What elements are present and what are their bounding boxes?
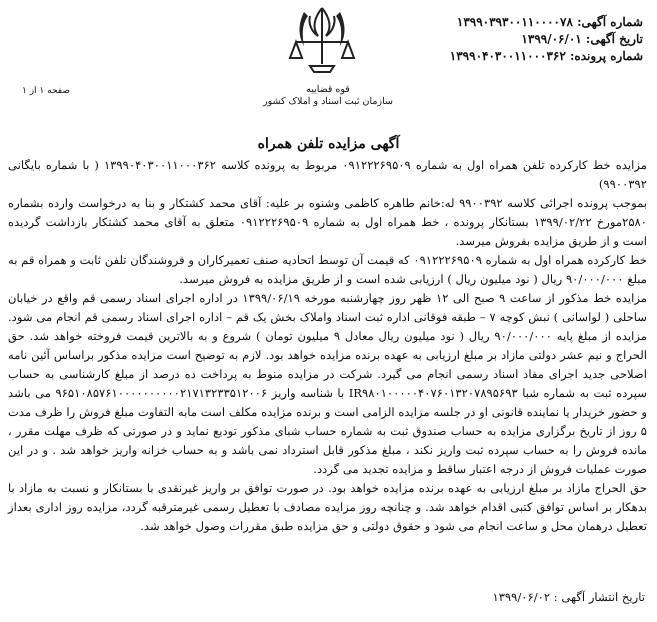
publication-date: تاریخ انتشار آگهی : ۱۳۹۹/۰۶/۰۲: [492, 590, 645, 604]
org-line-1: قوه قضاییه: [306, 84, 350, 95]
paragraph-2: بموجب پرونده اجرائی کلاسه ۹۹۰۰۳۹۲ له:خانم طاهره کاظمی وشنوه بر علیه: آقای محمد کشتکار و بنا به درخواست وارده بشماره ۲۵۸۰مورخ ۱۳۹۹/۰۲/۲۲ بستانکار پرونده ، خط همراه اول به شماره ۰۹۱۲۲۲۶۹۵۰۹ متعلق به آقای محمد کشتکار بازداشت گردیده است و از طریق مزایده بفروش میرسد.: [8, 196, 648, 248]
paragraph-5: حق الحراج مازاد بر مبلغ ارزیابی به عهده برنده مزایده خواهد بود. در صورت توافق بر واریز غیرنقدی با بستانکار و نسبت به مازاد با بدهکار بر اساس توافق کتبی اقدام خواهد شد. و چنانچه روز مزایده مصادف با تعطیل رسمی غیرمترقبه گردد، مزایده روز اداری بعداز تعطیل درهمان محل و ساعت انجام می شود و حقوق دولتی و حق مزایده طبق مقررات وصول خواهد شد.: [8, 481, 647, 533]
file-number: شماره پرونده: ۱۳۹۹۰۴۰۳۰۰۱۱۰۰۰۳۶۲: [449, 49, 643, 63]
notice-body: [8, 156, 647, 536]
judiciary-emblem-icon: [282, 2, 362, 90]
paragraph-4: مزایده خط مذکور از ساعت ۹ صبح الی ۱۲ ظهر روز چهارشنبه مورخه ۱۳۹۹/۰۶/۱۹ در اداره اجرای اسناد رسمی قم واقع در خیابان ساحلی ( لواسانی ) نبش کوچه ۷ – طبقه فوقانی اداره ثبت اسناد واملاک بخش یک قم – اداره اجرای اسناد رسمی قم انجام می شود. مزایده از مبلغ پایه ۹۰/۰۰۰/۰۰۰ ریال ( نود میلیون ریال معادل ۹ میلیون تومان ) شروع و به بالاترین قیمت فروخته خواهد شد. حق الحراج و نیم عشر دولتی مازاد بر مبلغ ارزیابی به عهده برنده مزایده خواهد بود. لازم به توضیح است مزایده مذکور براساس آئین نامه اصلاحی جدید اجرای مفاد اسناد رسمی انجام می گیرد. شرکت در مزایده منوط به پرداخت ده درصد از مبلغ کارشناسی به حساب سپرده ثبت به شماره شبا IR۹۸۰۱۰۰۰۰۰۴۰۷۶۰۱۳۲۰۷۸۹۵۶۹۳ با شناسه واریز ۹۶۵۱۰۸۵۷۶۱۰۰۰۰۰۰۰۰۰۰۲۱۷۱۳۲۳۳۵۱۲۰۰۶ می باشد و حضور خریدار یا نماینده قانونی او در جلسه مزایده الزامی است و برنده مزایده مکلف است مابه التفاوت مبلغ فروش را ظرف مدت ۵ روز از تاریخ برگزاری مزایده به حساب صندوق ثبت به شماره حساب شبای مذکور تودیع نماید و در صورتی که ظرف مهلت مقرر ، مانده فروش را به حساب سپرده ثبت واریز نکند ، مبلغ مذکور قابل استرداد نمی باشد و به حساب خزانه واریز خواهد شد . و در این صورت عملیات فروش از درجه اعتبار ساقط و مزایده تجدید می گردد.: [8, 291, 648, 476]
page-number: صفحه ۱ از ۱: [22, 86, 70, 96]
organization-name: [258, 84, 398, 108]
notice-title: آگهی مزایده تلفن همراه: [257, 136, 400, 152]
ad-date: تاریخ آگهی: ۱۳۹۹/۰۶/۰۱: [521, 32, 643, 46]
org-line-2: سازمان ثبت اسناد و املاک کشور: [263, 96, 393, 107]
paragraph-3: خط کارکرده همراه اول به شماره ۰۹۱۲۲۲۶۹۵۰۹ که قیمت آن توسط اتحادیه صنف تعمیرکاران و فروشندگان تلفن ثابت و همراه قم به مبلغ ۹۰/۰۰۰/۰۰۰ ریال ( نود میلیون ریال ) ارزیابی شده است و از طریق مزایده به فروش میرسد.: [8, 253, 648, 286]
ad-metadata: [413, 14, 643, 65]
ad-number: شماره آگهی: ۱۳۹۹۰۳۹۳۰۰۱۱۰۰۰۰۷۸: [456, 15, 643, 29]
paragraph-1: مزایده خط کارکرده تلفن همراه اول به شماره ۰۹۱۲۲۲۶۹۵۰۹ مربوط به پرونده کلاسه ۱۳۹۹۰۴۰۳۰۰۱۱۰۰۰۳۶۲ ( با شماره بایگانی ۹۹۰۰۳۹۲): [8, 158, 647, 191]
